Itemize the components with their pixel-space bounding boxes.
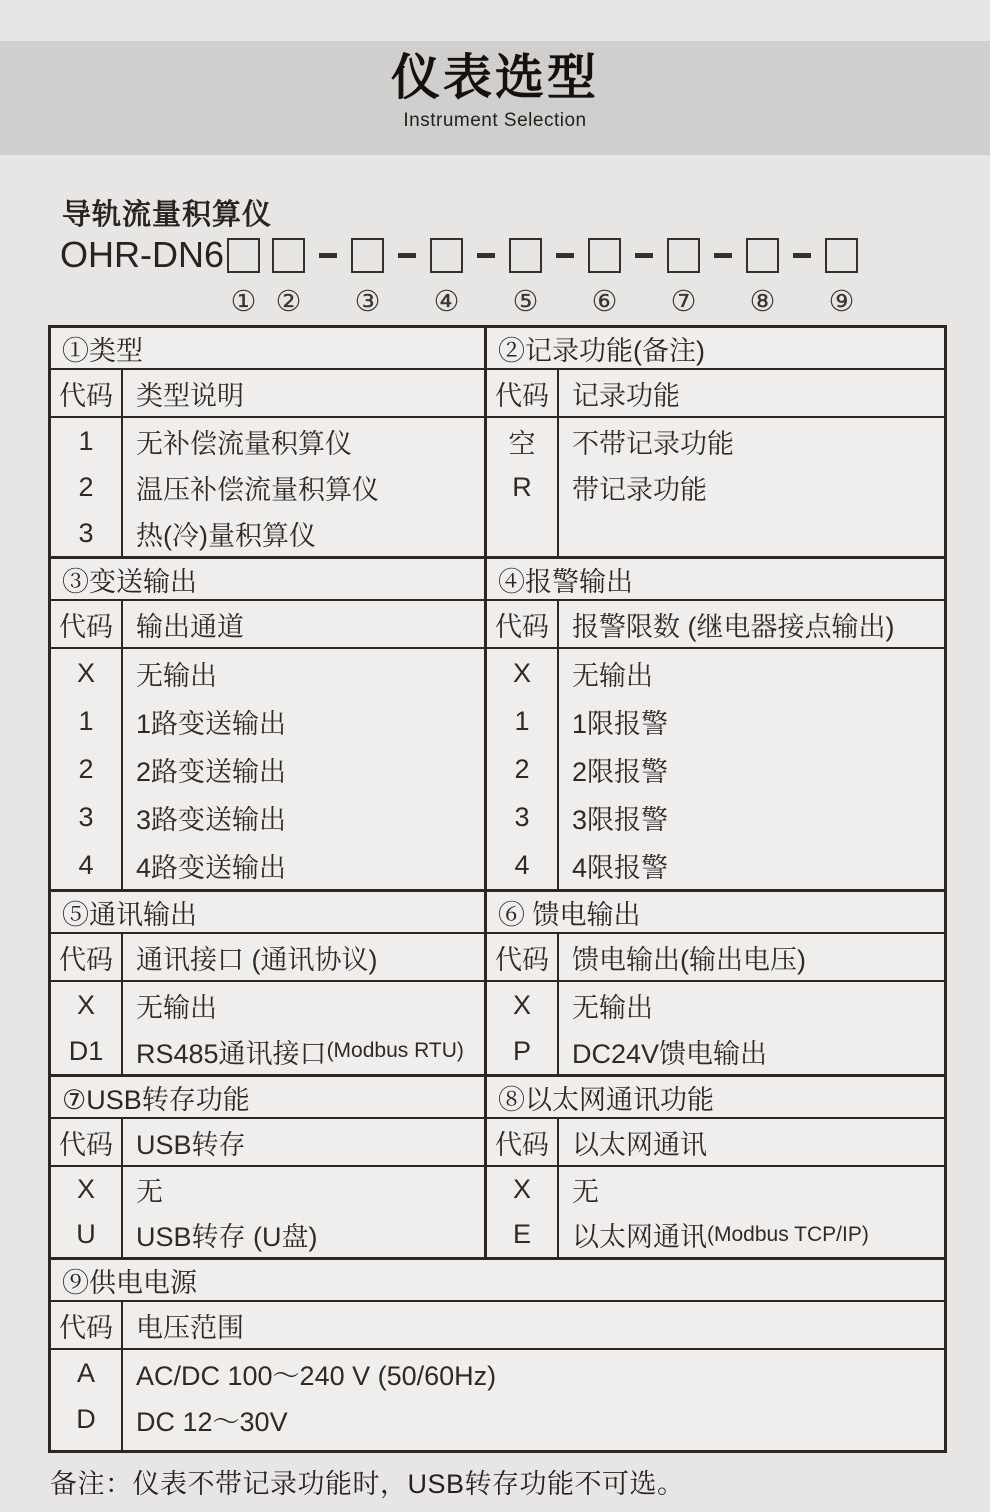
dash-separator: [319, 253, 337, 258]
code-cell: 1: [514, 705, 530, 736]
data-rows: [51, 982, 484, 1074]
desc-cell: 无输出: [572, 660, 653, 691]
section-6-table: [487, 934, 944, 1074]
desc-cell: 4路变送输出: [136, 852, 287, 883]
desc-cell: [123, 1028, 484, 1074]
section-body: [51, 1119, 944, 1257]
model-slot-3: [351, 238, 384, 316]
position-label: ②: [275, 284, 302, 318]
desc-cell: 不带记录功能: [572, 428, 734, 459]
dash-separator: [477, 253, 495, 258]
desc-cell: 2限报警: [572, 756, 669, 787]
column-header: [487, 1119, 944, 1167]
product-name: 导轨流量积算仪: [62, 199, 273, 231]
code-cell: 2: [78, 471, 94, 502]
code-cell: X: [76, 657, 95, 688]
desc-column: [123, 982, 484, 1074]
section-title-3: ③变送输出: [51, 559, 487, 599]
dash-separator: [793, 253, 811, 258]
position-label: ⑧: [749, 284, 776, 318]
column-header: [487, 934, 944, 982]
code-cell: 3: [78, 801, 94, 832]
code-cell: 2: [78, 753, 94, 784]
model-digit-box: [509, 238, 542, 273]
code-header: 代码: [487, 1119, 559, 1165]
desc-header: 输出通道: [136, 611, 244, 642]
section-title-7: ⑦USB转存功能: [51, 1077, 487, 1117]
code-cell: X: [76, 989, 95, 1020]
model-digit-box: [825, 238, 858, 273]
desc-header: 馈电输出(输出电压): [572, 944, 806, 975]
desc-cell: 无: [572, 1177, 599, 1207]
desc-column: [559, 649, 944, 889]
desc-header: 通讯接口 (通讯协议): [136, 944, 378, 975]
code-cell: 1: [78, 705, 94, 736]
code-cell: D: [76, 1403, 96, 1434]
position-label: ①: [230, 284, 257, 318]
code-cell: A: [76, 1357, 95, 1388]
code-column: [487, 1167, 559, 1257]
column-header: [51, 1119, 484, 1167]
section-9-table: [51, 1302, 944, 1450]
desc-cell: 3路变送输出: [136, 804, 287, 835]
desc-column: [123, 418, 484, 556]
desc-cell: 热(冷)量积算仪: [136, 520, 316, 551]
desc-header: 记录功能: [572, 380, 680, 411]
position-label: ⑨: [828, 284, 855, 318]
desc-suffix: (Modbus RTU): [326, 1039, 464, 1062]
data-rows: [51, 418, 484, 556]
code-cell: D1: [68, 1035, 104, 1066]
selection-table: [48, 325, 947, 1453]
desc-column: [123, 649, 484, 889]
code-column: [487, 418, 559, 556]
model-slot-5: [509, 238, 542, 316]
desc-cell: 温压补偿流量积算仪: [136, 474, 379, 505]
desc-cell: 3限报警: [572, 804, 669, 835]
model-digit-box: [667, 238, 700, 273]
data-rows: [487, 982, 944, 1074]
code-header: 代码: [51, 1302, 123, 1348]
section-title-2: ②记录功能(备注): [498, 335, 705, 366]
position-label: ⑥: [591, 284, 618, 318]
position-label: ⑦: [670, 284, 697, 318]
code-cell: 3: [514, 801, 530, 832]
desc-cell: 4限报警: [572, 852, 669, 883]
code-column: [51, 1350, 123, 1450]
section-band: [51, 892, 944, 934]
dash-separator: [635, 253, 653, 258]
column-header: [51, 934, 484, 982]
code-cell: P: [512, 1035, 531, 1066]
desc-cell: AC/DC 100～240 V (50/60Hz): [136, 1360, 497, 1391]
code-cell: 空: [508, 428, 536, 459]
desc-text: RS485通讯接口: [136, 1038, 327, 1069]
column-header: [51, 1302, 944, 1350]
section-title-5: ⑤通讯输出: [51, 892, 487, 932]
code-column: [51, 1167, 123, 1257]
desc-header: 类型说明: [136, 380, 244, 411]
dash-separator: [714, 253, 732, 258]
code-header: 代码: [51, 934, 123, 980]
desc-cell: USB转存 (U盘): [136, 1222, 318, 1252]
desc-header: 电压范围: [136, 1312, 244, 1343]
section-band: [51, 1260, 944, 1302]
model-digit-box: [351, 238, 384, 273]
desc-cell: 无补偿流量积算仪: [136, 428, 352, 459]
code-header: 代码: [487, 601, 559, 647]
page-title: 仪表选型: [390, 51, 599, 105]
section-title-1: ①类型: [51, 328, 487, 368]
desc-cell: 无: [136, 1177, 163, 1207]
desc-cell: 1路变送输出: [136, 708, 287, 739]
code-header: 代码: [51, 601, 123, 647]
dash-separator: [556, 253, 574, 258]
desc-column: [123, 1350, 944, 1450]
model-digit-box: [588, 238, 621, 273]
desc-cell: 带记录功能: [572, 474, 707, 505]
model-slot-1: [227, 238, 260, 316]
code-column: [487, 982, 559, 1074]
section-title-6: ⑥ 馈电输出: [498, 899, 641, 930]
section-usb-ethernet: [51, 1074, 944, 1257]
footnote: 备注：仪表不带记录功能时，USB转存功能不可选。: [50, 1469, 685, 1499]
section-body: [51, 934, 944, 1074]
title-banner: [0, 41, 990, 155]
model-prefix: OHR-DN6: [60, 234, 225, 275]
data-rows: [487, 649, 944, 889]
desc-column: [559, 1167, 944, 1257]
model-slot-7: [667, 238, 700, 316]
section-2-table: [487, 370, 944, 556]
code-header: 代码: [51, 1119, 123, 1165]
code-cell: 2: [514, 753, 530, 784]
desc-cell: DC 12～30V: [136, 1406, 288, 1437]
section-body: [51, 1302, 944, 1450]
model-digit-box: [272, 238, 305, 273]
data-rows: [487, 418, 944, 556]
position-label: ⑤: [512, 284, 539, 318]
desc-suffix: (Modbus TCP/IP): [707, 1222, 869, 1246]
desc-cell: 2路变送输出: [136, 756, 287, 787]
data-rows: [487, 1167, 944, 1257]
section-4-table: [487, 601, 944, 889]
section-8-table: [487, 1119, 944, 1257]
data-rows: [51, 649, 484, 889]
desc-cell: 无输出: [572, 992, 653, 1023]
column-header: [51, 601, 484, 649]
section-body: [51, 370, 944, 556]
column-header: [487, 370, 944, 418]
section-title-9: ⑨供电电源: [62, 1267, 197, 1298]
desc-cell: 无输出: [136, 992, 217, 1023]
code-header: 代码: [487, 934, 559, 980]
code-header: 代码: [51, 370, 123, 416]
desc-header: USB转存: [136, 1129, 246, 1160]
section-1-table: [51, 370, 487, 556]
code-cell: X: [512, 1174, 531, 1204]
code-cell: R: [512, 471, 532, 502]
code-cell: 1: [78, 425, 94, 456]
desc-cell: [559, 1212, 944, 1257]
code-cell: X: [76, 1174, 95, 1204]
model-digit-box: [746, 238, 779, 273]
code-header: 代码: [487, 370, 559, 416]
column-header: [51, 370, 484, 418]
model-slot-4: [430, 238, 463, 316]
desc-cell: 1限报警: [572, 708, 669, 739]
model-digit-box: [227, 238, 260, 273]
page-subtitle: Instrument Selection: [403, 110, 587, 131]
section-transmit-alarm: [51, 556, 944, 889]
data-rows: [51, 1350, 944, 1450]
desc-column: [559, 982, 944, 1074]
data-rows: [51, 1167, 484, 1257]
model-code-row: [60, 234, 858, 318]
desc-header: 报警限数 (继电器接点输出): [572, 611, 895, 642]
code-cell: U: [76, 1219, 96, 1249]
model-slot-8: [746, 238, 779, 316]
code-cell: X: [512, 657, 531, 688]
position-label: ④: [433, 284, 460, 318]
model-slot-9: [825, 238, 858, 316]
section-power-supply: [51, 1257, 944, 1450]
section-7-table: [51, 1119, 487, 1257]
code-column: [51, 982, 123, 1074]
position-label: ③: [354, 284, 381, 318]
code-cell: 3: [78, 517, 94, 548]
code-cell: 4: [514, 849, 530, 880]
section-title-4: ④报警输出: [498, 566, 633, 597]
code-cell: 4: [78, 849, 94, 880]
section-comm-power-out: [51, 889, 944, 1074]
code-column: [51, 649, 123, 889]
desc-header: 以太网通讯: [572, 1129, 707, 1160]
section-body: [51, 601, 944, 889]
desc-cell: DC24V馈电输出: [572, 1038, 768, 1069]
desc-cell: 无输出: [136, 660, 217, 691]
desc-text: 以太网通讯: [572, 1222, 707, 1252]
section-band: [51, 559, 944, 601]
dash-separator: [398, 253, 416, 258]
model-slot-2: [272, 238, 305, 316]
section-band: [51, 328, 944, 370]
section-5-table: [51, 934, 487, 1074]
code-column: [487, 649, 559, 889]
section-3-table: [51, 601, 487, 889]
code-column: [51, 418, 123, 556]
section-title-8: ⑧以太网通讯功能: [498, 1084, 714, 1115]
code-cell: X: [512, 989, 531, 1020]
section-type-record: [51, 328, 944, 556]
model-slot-6: [588, 238, 621, 316]
desc-column: [123, 1167, 484, 1257]
code-cell: E: [512, 1219, 531, 1249]
model-digit-box: [430, 238, 463, 273]
desc-column: [559, 418, 944, 556]
section-band: [51, 1077, 944, 1119]
column-header: [487, 601, 944, 649]
